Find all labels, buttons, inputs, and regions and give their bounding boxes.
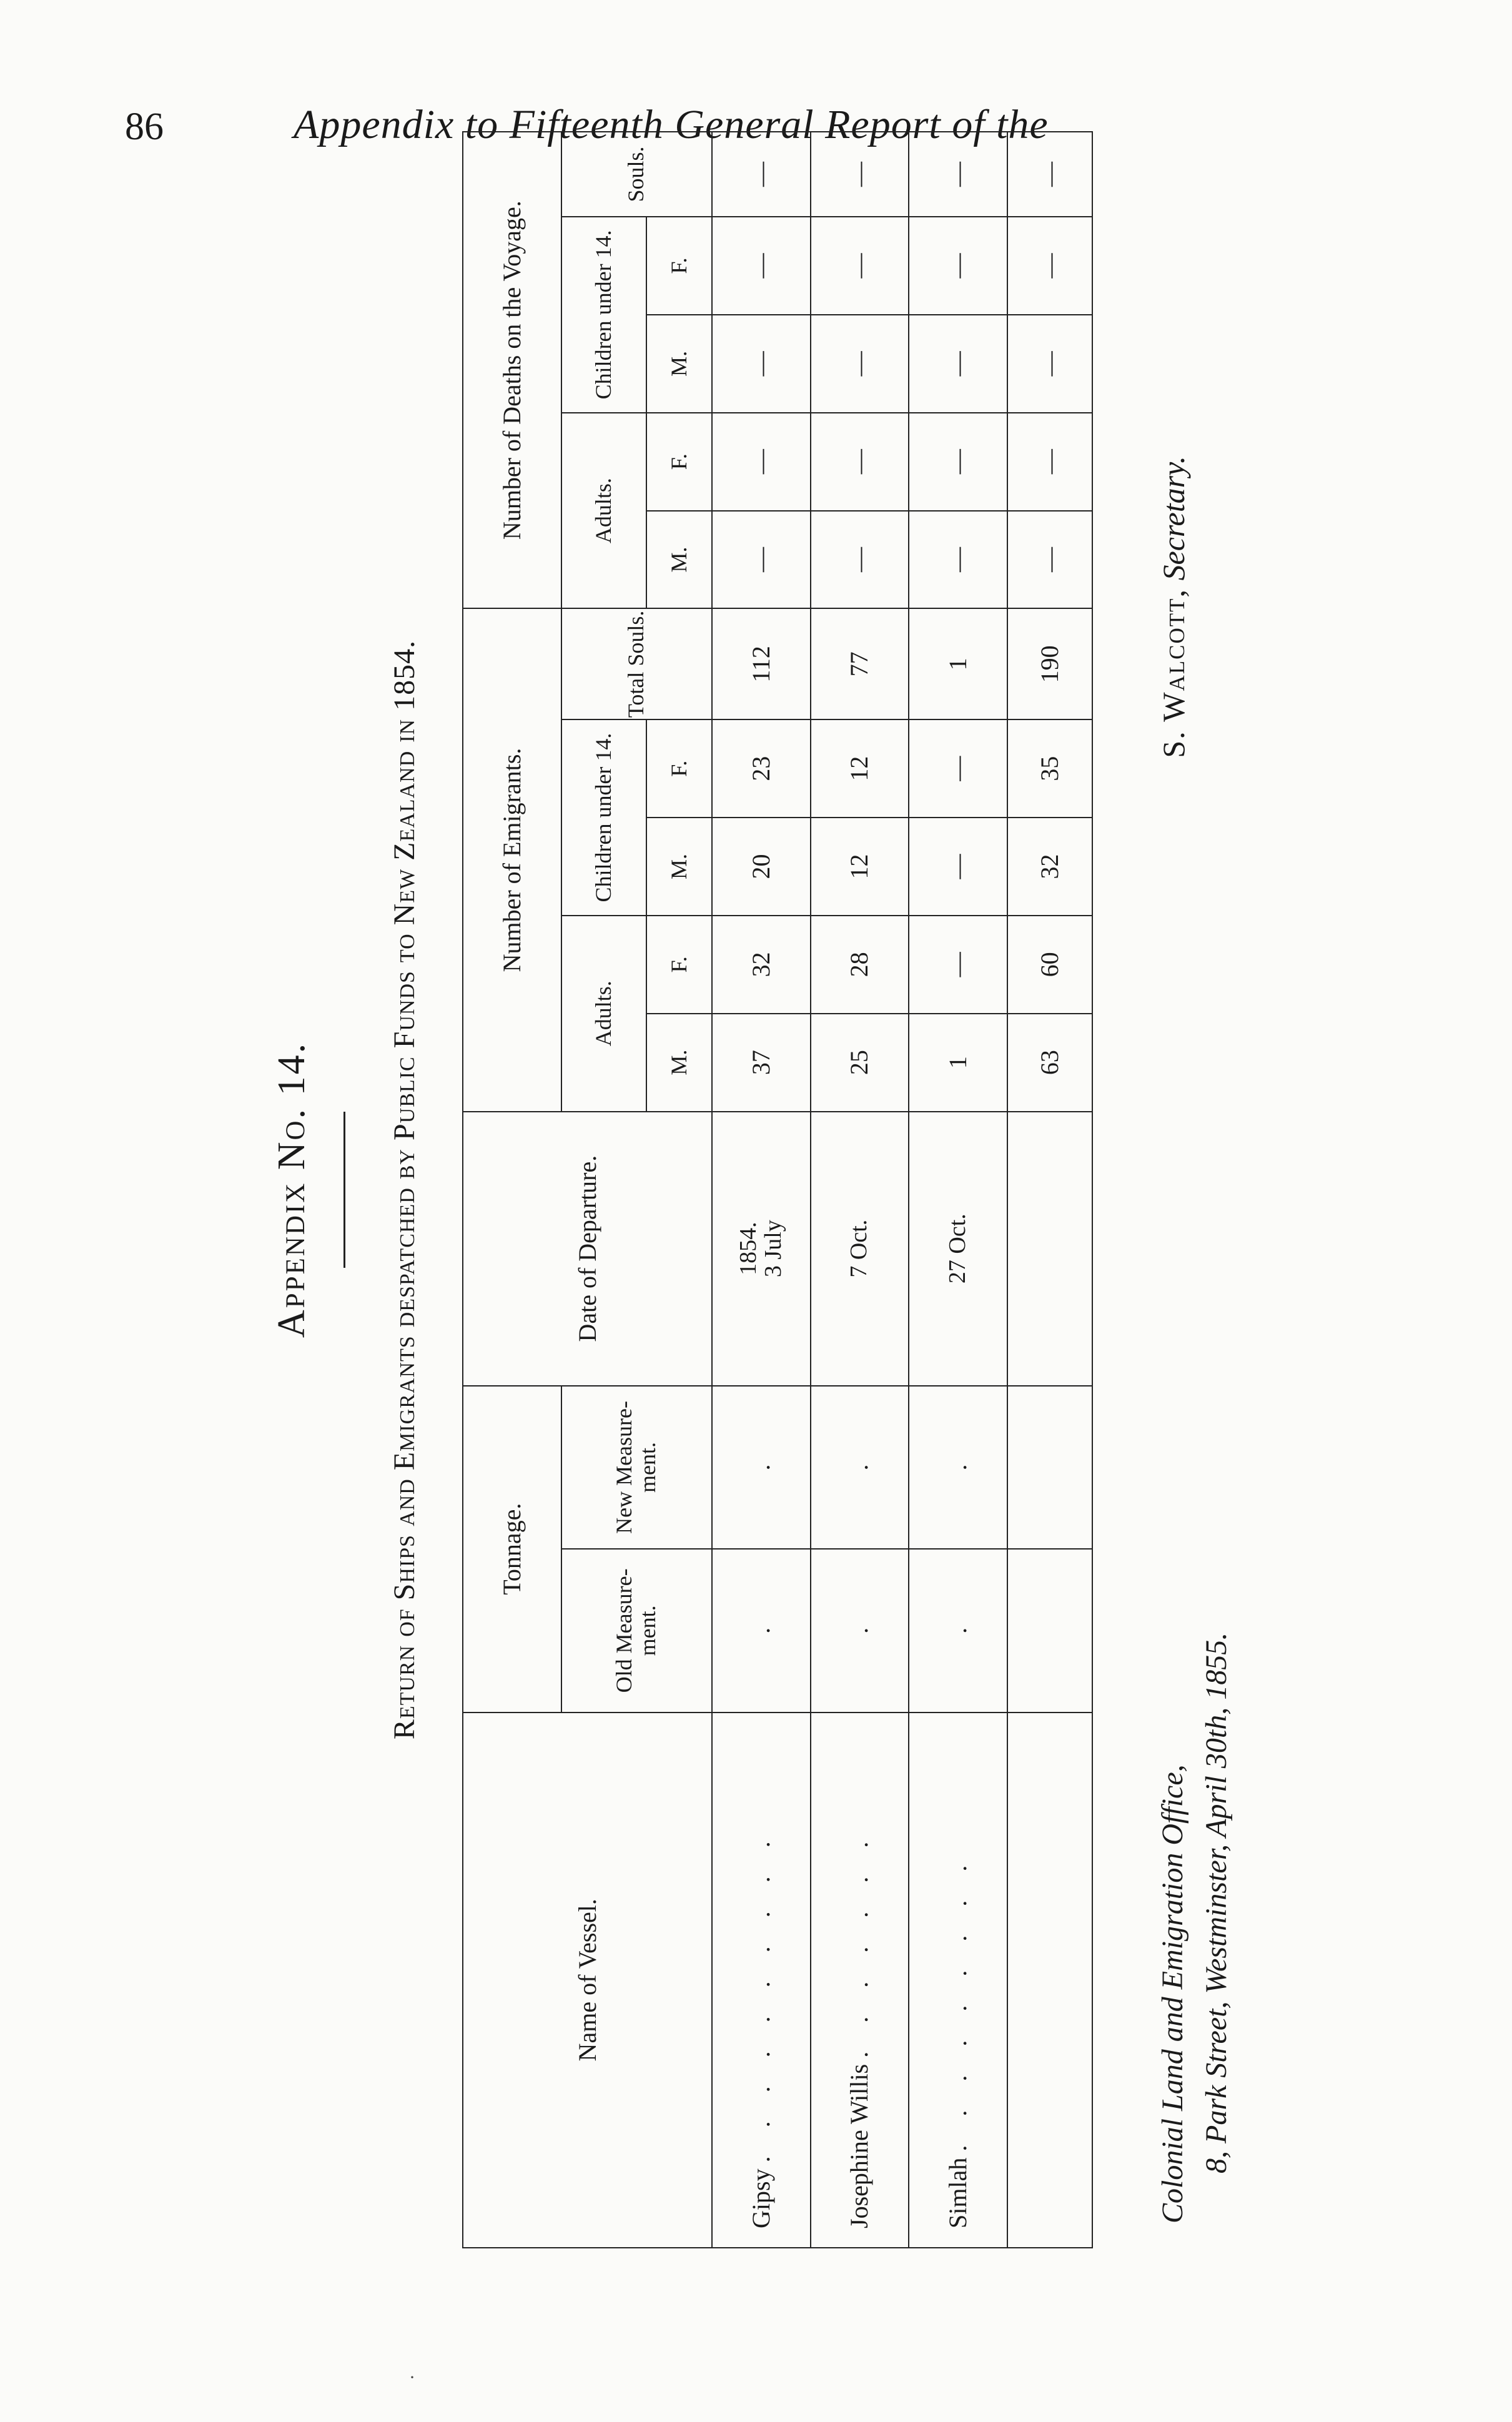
old-measurement: . [811, 1549, 909, 1712]
deaths-children-m-value: — [811, 315, 909, 413]
deaths-adults-f-value: — [909, 413, 1007, 511]
signatory-name: S. Walcott, [1156, 588, 1191, 758]
deaths-souls-value: — [909, 132, 1007, 217]
col-date: Date of Departure. [463, 1112, 712, 1386]
office-address-line-1: Colonial Land and Emigration Office, [1156, 1764, 1189, 2223]
title-rule [343, 1112, 345, 1268]
children-m-value: — [909, 818, 1007, 916]
totals-children-m: 32 [1007, 818, 1093, 916]
col-vessel: Name of Vessel. [463, 1713, 712, 2248]
col-old-measurement: Old Measure-ment. [561, 1549, 713, 1712]
totals-deaths-children-f: — [1007, 217, 1093, 315]
totals-deaths-adults-f: — [1007, 413, 1093, 511]
totals-children-f: 35 [1007, 719, 1093, 818]
office-address-line-2: 8, Park Street, Westminster, April 30th, 1855. [1200, 1632, 1233, 2173]
adults-m-value: 1 [909, 1014, 1007, 1112]
emigrants-table [462, 131, 1093, 2248]
col-tonnage: Tonnage. [463, 1386, 561, 1713]
old-measurement: . [909, 1549, 1007, 1712]
totals-deaths-adults-m: — [1007, 511, 1093, 609]
children-f: F. [646, 719, 712, 818]
totals-date-blank [1007, 1112, 1093, 1386]
deaths-adults-f: F. [646, 413, 712, 511]
totals-row [1007, 132, 1093, 2248]
old-measurement: . [712, 1549, 811, 1712]
total-souls-value: 112 [712, 608, 811, 719]
deaths-children-m-value: — [712, 315, 811, 413]
sub-deaths-children: Children under 14. [561, 217, 647, 413]
departure-date: 1854. 3 July [712, 1112, 811, 1386]
new-measurement: . [811, 1386, 909, 1549]
deaths-children-f: F. [646, 217, 712, 315]
vessel-name: Simlah . . . . . . . . . [909, 1713, 1007, 2248]
col-deaths: Number of Deaths on the Voyage. [463, 132, 561, 608]
children-f-value: 12 [811, 719, 909, 818]
footer [1137, 131, 1411, 2248]
deaths-adults-m-value: — [712, 511, 811, 609]
running-title: Appendix to Fifteenth General Report of the [294, 102, 1049, 147]
totals-adults-m: 63 [1007, 1014, 1093, 1112]
departure-date: 27 Oct. [909, 1112, 1007, 1386]
emigrants-table-wrap [462, 131, 1093, 2248]
table-row [909, 132, 1007, 2248]
vessel-name: Gipsy . . . . . . . . . . [712, 1713, 811, 2248]
totals-adults-f: 60 [1007, 916, 1093, 1014]
total-souls-value: 77 [811, 608, 909, 719]
page-mark: · [409, 2367, 415, 2388]
totals-souls: 190 [1007, 608, 1093, 719]
vessel-name: Josephine Willis . . . . . . . [811, 1713, 909, 2248]
title-block [262, 131, 475, 2248]
deaths-children-m: M. [646, 315, 712, 413]
col-emigrants: Number of Emigrants. [463, 608, 561, 1111]
totals-deaths-children-m: — [1007, 315, 1093, 413]
children-m-value: 20 [712, 818, 811, 916]
adults-f: F. [646, 916, 712, 1014]
deaths-children-f-value: — [712, 217, 811, 315]
header-row-1 [463, 132, 561, 2248]
deaths-souls-value: — [811, 132, 909, 217]
sub-deaths-souls: Souls. [561, 132, 713, 217]
totals-vessel-blank [1007, 1713, 1093, 2248]
children-m-value: 12 [811, 818, 909, 916]
col-new-measurement: New Measure-ment. [561, 1386, 713, 1549]
appendix-title: Appendix No. 14. [270, 1041, 313, 1338]
totals-deaths-souls: — [1007, 132, 1093, 217]
sub-children: Children under 14. [561, 719, 647, 916]
deaths-adults-f-value: — [811, 413, 909, 511]
new-measurement: . [712, 1386, 811, 1549]
deaths-children-m-value: — [909, 315, 1007, 413]
new-measurement: . [909, 1386, 1007, 1549]
children-f-value: 23 [712, 719, 811, 818]
sub-deaths-adults: Adults. [561, 413, 647, 609]
deaths-souls-value: — [712, 132, 811, 217]
adults-f-value: 28 [811, 916, 909, 1014]
signature [1155, 456, 1192, 758]
totals-old-blank [1007, 1549, 1093, 1712]
deaths-adults-f-value: — [712, 413, 811, 511]
page-number: 86 [125, 106, 164, 148]
deaths-adults-m-value: — [811, 511, 909, 609]
deaths-adults-m-value: — [909, 511, 1007, 609]
deaths-adults-m: M. [646, 511, 712, 609]
adults-m-value: 37 [712, 1014, 811, 1112]
signatory-role: Secretary. [1156, 456, 1191, 581]
deaths-children-f-value: — [811, 217, 909, 315]
sub-total-souls: Total Souls. [561, 608, 713, 719]
return-title: Return of Ships and Emigrants despatched by Public Funds to New Zealand in 1854. [388, 640, 421, 1740]
table-row [712, 132, 811, 2248]
departure-date: 7 Oct. [811, 1112, 909, 1386]
total-souls-value: 1 [909, 608, 1007, 719]
adults-f-value: — [909, 916, 1007, 1014]
totals-new-blank [1007, 1386, 1093, 1549]
children-m: M. [646, 818, 712, 916]
sub-adults: Adults. [561, 916, 647, 1112]
adults-m-value: 25 [811, 1014, 909, 1112]
adults-f-value: 32 [712, 916, 811, 1014]
rotated-content [262, 131, 1436, 2248]
table-row [811, 132, 909, 2248]
deaths-children-f-value: — [909, 217, 1007, 315]
adults-m: M. [646, 1014, 712, 1112]
children-f-value: — [909, 719, 1007, 818]
